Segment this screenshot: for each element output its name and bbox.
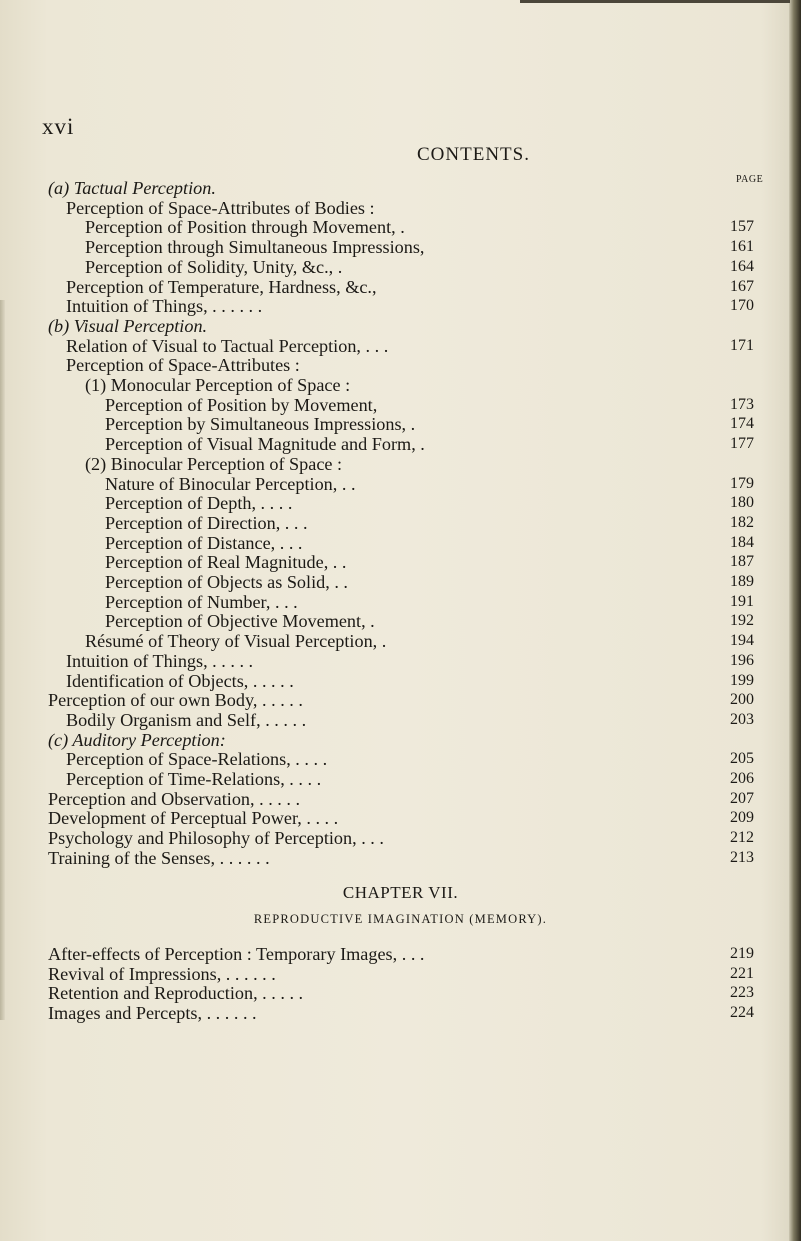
toc-entry-page: 207 [730, 789, 754, 807]
toc-entry-page: 203 [730, 710, 754, 728]
toc-entry-page: 191 [730, 592, 754, 610]
toc-entry-title: Perception by Simultaneous Impressions, . [105, 414, 416, 435]
chapter-toc-entry-title: Images and Percepts, . . . . . . [48, 1003, 257, 1024]
toc-entry-title: Identification of Objects, . . . . . [66, 670, 294, 691]
toc-entry-page: 179 [730, 474, 754, 492]
toc-entry-page: 164 [730, 257, 754, 275]
toc-entry-page: 182 [730, 513, 754, 531]
toc-section-title: (c) Auditory Perception: [48, 729, 226, 750]
toc-entry-title: Nature of Binocular Perception, . . [105, 473, 356, 494]
chapter-toc-entry [0, 1001, 801, 1025]
toc-entry-page: 177 [730, 435, 754, 453]
toc-entry-title: Perception through Simultaneous Impressions, [85, 237, 425, 258]
chapter-heading: CHAPTER VII. [342, 883, 459, 902]
toc-entry-title: Perception of Solidity, Unity, &c., . [85, 256, 343, 277]
chapter-toc-entry-page: 221 [730, 964, 754, 982]
chapter-toc-entry-title: Retention and Reproduction, . . . . . [48, 983, 304, 1004]
toc-entry-page: 189 [730, 573, 754, 590]
toc-entry-page: 205 [730, 750, 754, 768]
running-header: CONTENTS. [417, 144, 530, 165]
toc-entry-page: 200 [730, 691, 754, 709]
toc-entry-page: 173 [730, 395, 754, 413]
toc-entry-title: Training of the Senses, . . . . . . [48, 847, 270, 868]
toc-entry-title: Perception of Position by Movement, [105, 394, 378, 415]
toc-entry-title: Perception of Objects as Solid, . . [105, 572, 348, 592]
toc-entry-page: 192 [730, 612, 754, 630]
toc-entry-title: Relation of Visual to Tactual Perception, . . . [66, 335, 389, 356]
toc-entry-title: Perception of Temperature, Hardness, &c., [66, 276, 377, 297]
toc-section-title: (a) Tactual Perception. [48, 178, 216, 198]
toc-entry-page: 180 [730, 494, 754, 512]
page-number: xvi [42, 114, 75, 139]
toc-entry-title: Perception of Position through Movement, . [85, 217, 405, 238]
top-edge-shadow [520, 0, 790, 3]
toc-entry-page: 161 [730, 238, 754, 256]
toc-entry-title: Perception and Observation, . . . . . [48, 788, 301, 809]
toc-entry-page: 187 [730, 553, 754, 571]
toc-entry-page: 209 [730, 809, 754, 827]
chapter-subheading: REPRODUCTIVE IMAGINATION (MEMORY). [253, 912, 548, 926]
chapter-toc-entry-page: 223 [730, 984, 754, 1002]
toc-section-title: (b) Visual Perception. [48, 315, 208, 336]
toc-entry-page: 170 [730, 297, 754, 315]
toc-entry-title: (1) Monocular Perception of Space : [85, 375, 351, 395]
toc-entry-page: 157 [730, 218, 754, 236]
toc-entry-page: 213 [730, 848, 754, 866]
toc-entry-page: 194 [730, 632, 754, 650]
toc-entry-title: Résumé of Theory of Visual Perception, . [85, 631, 387, 652]
toc-entry-page: 174 [730, 415, 754, 433]
toc-entry-page: 196 [730, 651, 754, 669]
toc-entry-title: Development of Perceptual Power, . . . . [48, 808, 339, 829]
toc-entry-page: 212 [730, 829, 754, 847]
toc-entry-title: Perception of our own Body, . . . . . [48, 690, 303, 711]
toc-entry-title: (2) Binocular Perception of Space : [85, 453, 343, 474]
toc-entry-page: 167 [730, 277, 754, 295]
toc-entry-title: Perception of Space-Relations, . . . . [66, 749, 328, 770]
toc-entry-title: Perception of Space-Attributes : [66, 355, 300, 376]
toc-entry-title: Psychology and Philosophy of Perception, . . . [48, 828, 384, 849]
toc-entry-title: Intuition of Things, . . . . . . [66, 296, 263, 317]
toc-entry-title: Perception of Depth, . . . . [105, 493, 293, 514]
toc-entry-page: 184 [730, 533, 754, 551]
toc-entry-title: Perception of Space-Attributes of Bodies : [66, 197, 375, 218]
chapter-toc-entry-title: Revival of Impressions, . . . . . . [48, 963, 276, 984]
chapter-toc-entry-page: 219 [730, 945, 754, 962]
toc-entry-page: 206 [730, 770, 754, 787]
toc-entry-page: 199 [730, 671, 754, 689]
toc-entry-title: Perception of Time-Relations, . . . . [66, 769, 322, 789]
toc-entry-title: Perception of Visual Magnitude and Form, . [105, 434, 425, 455]
toc-entry-page: 171 [730, 336, 754, 354]
chapter-toc-entry-page: 224 [730, 1004, 754, 1022]
toc-entry-title: Perception of Distance, . . . [105, 532, 303, 553]
toc-entry-title: Perception of Real Magnitude, . . [105, 552, 347, 573]
page-column-label: PAGE [736, 174, 764, 185]
toc-entry-title: Bodily Organism and Self, . . . . . [66, 709, 307, 730]
toc-entry-title: Perception of Number, . . . [105, 591, 298, 612]
toc-entry-title: Perception of Direction, . . . [105, 512, 308, 533]
toc-entry [0, 846, 801, 870]
chapter-toc-entry-title: After-effects of Perception : Temporary Images, . . . [48, 944, 425, 964]
toc-entry-title: Intuition of Things, . . . . . [66, 650, 254, 671]
toc-entry-title: Perception of Objective Movement, . [105, 611, 375, 632]
